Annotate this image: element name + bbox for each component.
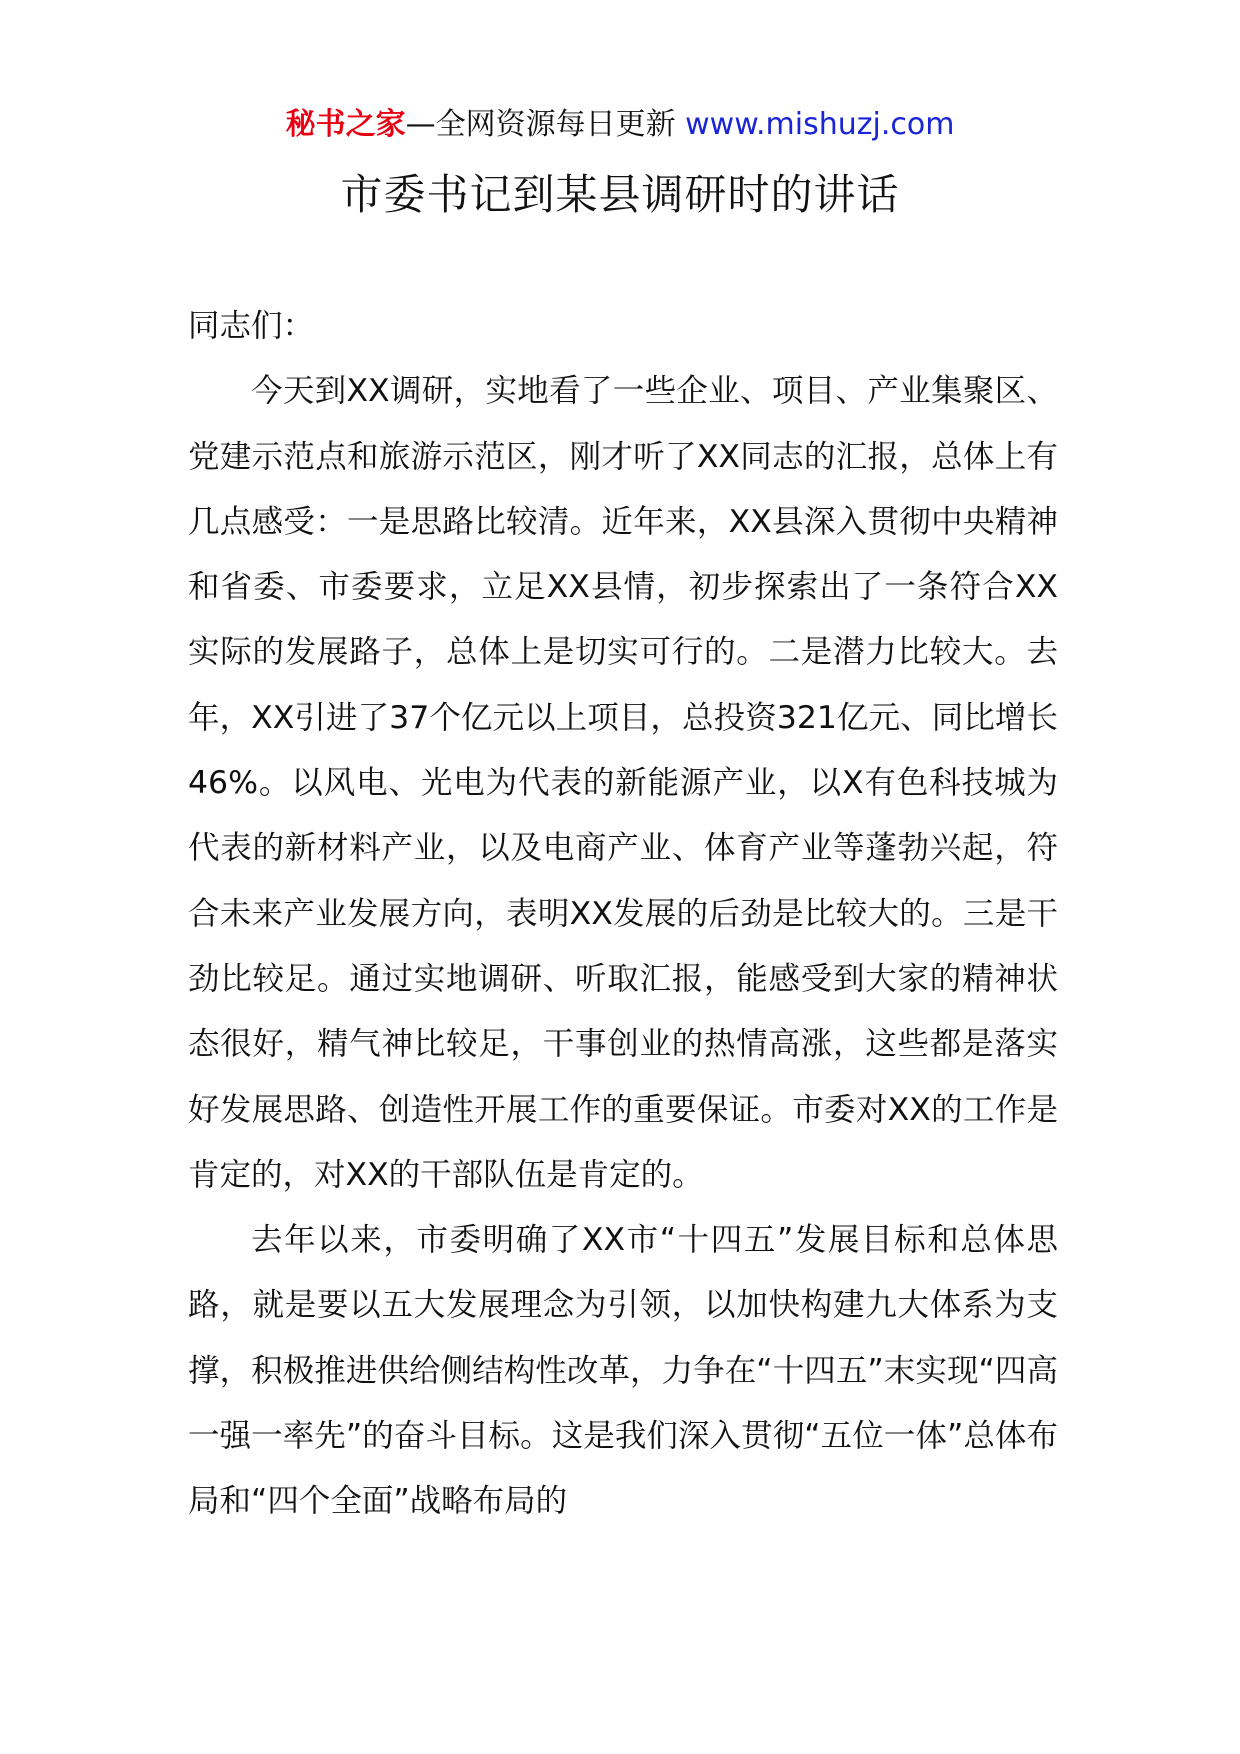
document-title: 市委书记到某县调研时的讲话	[340, 170, 900, 219]
document-body	[188, 294, 1058, 1535]
paragraph-1: 今天到XX调研，实地看了一些企业、项目、产业集聚区、党建示范点和旅游示范区，刚才听了XX同志的汇报，总体上有几点感受：一是思路比较清。近年来，XX县深入贯彻中央精神和省委、市委要求，立足XX县情，初步探索出了一条符合XX实际的发展路子，总体上是切实可行的。二是潜力比较大。去年，XX引进了37个亿元以上项目，总投资321亿元、同比增长46%。以风电、光电为代表的新能源产业，以X有色科技城为代表的新材料产业，以及电商产业、体育产业等蓬勃兴起，符合未来产业发展方向，表明XX发展的后劲是比较大的。三是干劲比较足。通过实地调研、听取汇报，能感受到大家的精神状态很好，精气神比较足，干事创业的热情高涨，这些都是落实好发展思路、创造性开展工作的重要保证。市委对XX的工作是肯定的，对XX的干部队伍是肯定的。	[188, 373, 1058, 1193]
site-url-link[interactable]: www.mishuzj.com	[685, 107, 955, 142]
site-banner	[0, 100, 1240, 150]
site-tagline: —全网资源每日更新	[405, 107, 676, 142]
paragraph-2: 去年以来，市委明确了XX市“十四五”发展目标和总体思路，就是要以五大发展理念为引领，以加快构建九大体系为支撑，积极推进供给侧结构性改革，力争在“十四五”末实现“四高一强一率先”的奋斗目标。这是我们深入贯彻“五位一体”总体布局和“四个全面”战略布局的	[188, 1222, 1058, 1520]
salutation: 同志们：	[188, 308, 315, 344]
brand-name: 秘书之家	[285, 107, 406, 142]
